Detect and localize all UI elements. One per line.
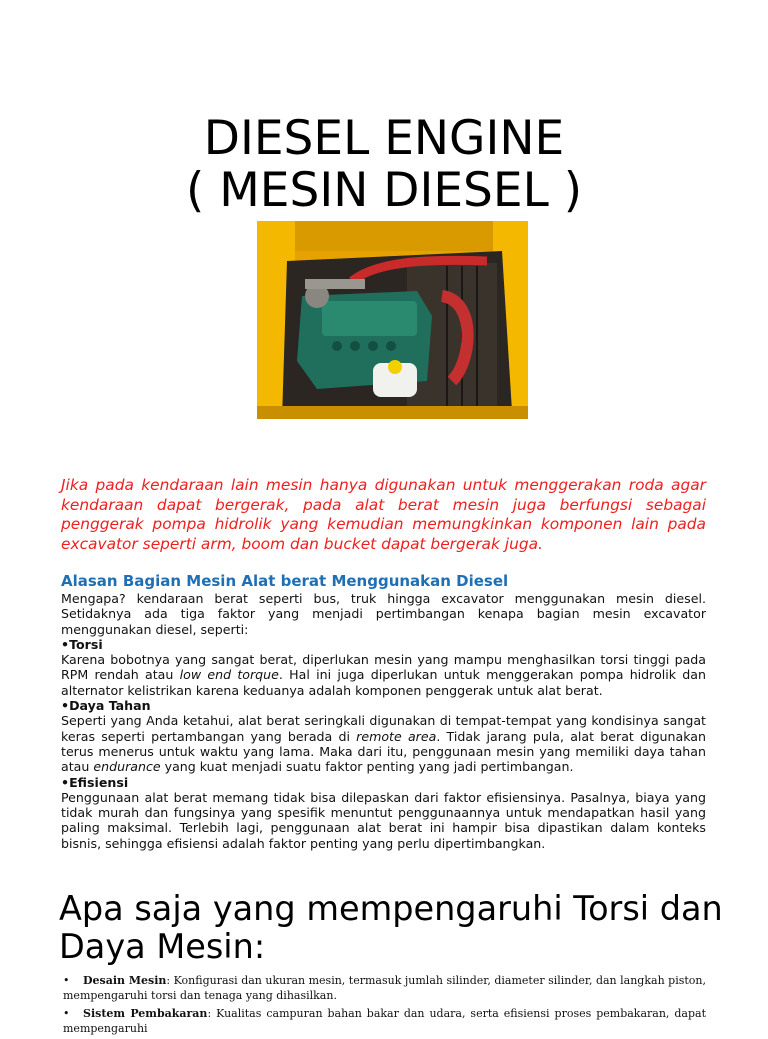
list-item: • Sistem Pembakaran: Kualitas campuran bahan bakar dan udara, serta efisiensi proses pembakaran, dapat mempengaruhi <box>63 1007 706 1035</box>
reason-title-torsi: •Torsi <box>61 636 103 652</box>
intro-paragraph: Jika pada kendaraan lain mesin hanya digunakan untuk menggerakan roda agar kendaraan dapat bergerak, pada alat berat mesin juga berfungsi sebagai penggerak pompa hidrolik yang kemudian memungkinkan komponen lain pada excavator seperti arm, boom dan bucket dapat bergerak juga. <box>61 476 706 553</box>
section-heading: Alasan Bagian Mesin Alat berat Menggunakan Diesel <box>61 572 509 590</box>
reasons-body <box>61 591 706 851</box>
reason-text-daya-tahan: Seperti yang Anda ketahui, alat berat seringkali digunakan di tempat-tempat yang kondisinya sangat keras seperti pertambangan yang berada di remote area. Tidak jarang pula, alat berat digunakan terus menerus untuk waktu yang lama. Maka dari itu, penggunaan mesin yang memiliki daya tahan atau endurance yang kuat menjadi suatu faktor penting yang jadi pertimbangan. <box>61 713 707 775</box>
title-line-2: ( MESIN DIESEL ) <box>185 163 583 219</box>
reason-text-efisiensi: Penggunaan alat berat memang tidak bisa dilepaskan dari faktor efisiensinya. Pasalnya, biaya yang tidak murah dan fungsinya yang spesifik menuntut penggunaannya untuk mendapatkan hasil yang paling maksimal. Terlebih lagi, penggunaan alat berat ini hampir bisa dipastikan dalam konteks bisnis, sehingga efisiensi adalah faktor penting yang perlu dipertimbangkan. <box>61 789 706 851</box>
factors-list <box>63 973 706 1039</box>
page-title <box>0 113 768 217</box>
engine-photo <box>257 221 528 419</box>
list-item: • Desain Mesin: Konfigurasi dan ukuran mesin, termasuk jumlah silinder, diameter silinder, dan langkah piston, mempengaruhi torsi dan tenaga yang dihasilkan. <box>63 974 706 1002</box>
reason-title-efisiensi: •Efisiensi <box>61 774 129 790</box>
factors-heading: Apa saja yang mempengaruhi Torsi dan Daya Mesin: <box>59 889 723 966</box>
title-line-1: DIESEL ENGINE <box>203 111 565 167</box>
reasons-intro: Mengapa? kendaraan berat seperti bus, truk hingga excavator menggunakan mesin diesel. Setidaknya ada tiga faktor yang menjadi pertimbangan kenapa bagian mesin excavator menggunakan diesel, seperti: <box>61 591 706 637</box>
reason-title-daya-tahan: •Daya Tahan <box>61 698 151 714</box>
reason-text-torsi: Karena bobotnya yang sangat berat, diperlukan mesin yang mampu menghasilkan torsi tinggi pada RPM rendah atau low end torque. Hal ini juga diperlukan untuk menggerakan pompa hidrolik dan alternator kelistrikan karena keduanya adalah komponen penggerak untuk alat berat. <box>61 652 707 698</box>
